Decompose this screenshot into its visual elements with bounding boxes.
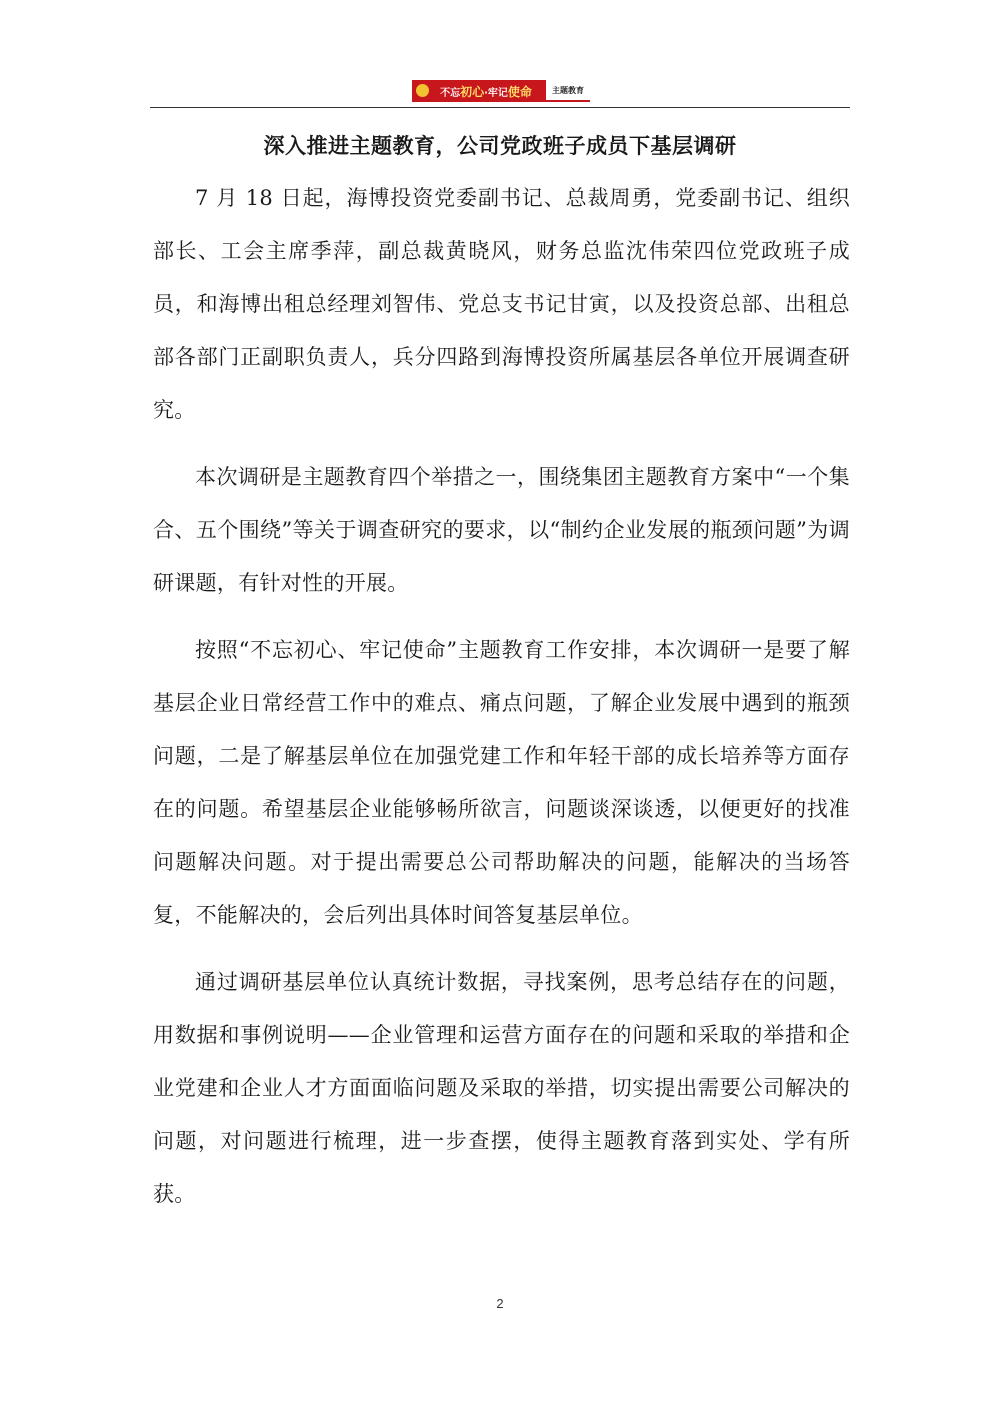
paragraph: 按照“不忘初心、牢记使命”主题教育工作安排，本次调研一是要了解基层企业日常经营工作中的难点、痛点问题，了解企业发展中遇到的瓶颈问题，二是了解基层单位在加强党建工作和年轻干部的成长培养等方面存在的问题。希望基层企业能够畅所欲言，问题谈深谈透，以便更好的找准问题解决问题。对于提出需要总公司帮助解决的问题，能解决的当场答复，不能解决的，会后列出具体时间答复基层单位。: [153, 638, 850, 927]
header-divider: [150, 107, 850, 108]
article-body: [153, 172, 850, 1235]
paragraph: 7 月 18 日起，海博投资党委副书记、总裁周勇，党委副书记、组织部长、工会主席季萍，副总裁黄晓风，财务总监沈伟荣四位党政班子成员，和海博出租总经理刘智伟、党总支书记甘寅，以及投资总部、出租总部各部门正副职负责人，兵分四路到海博投资所属基层各单位开展调查研究。: [153, 186, 850, 422]
party-emblem-icon: [416, 84, 429, 97]
logo-tag: 主题教育: [546, 80, 590, 102]
paragraph: 本次调研是主题教育四个举措之一，围绕集团主题教育方案中“一个集合、五个围绕”等关于调查研究的要求，以“制约企业发展的瓶颈问题”为调研课题，有针对性的开展。: [153, 465, 850, 595]
theme-education-logo: [412, 80, 590, 102]
article-title: 深入推进主题教育，公司党政班子成员下基层调研: [263, 134, 737, 158]
logo-slogan: 不忘初心·牢记使命: [440, 84, 532, 99]
logo-slogan-banner: [412, 80, 546, 102]
paragraph: 通过调研基层单位认真统计数据，寻找案例，思考总结存在的问题，用数据和事例说明——企业管理和运营方面存在的问题和采取的举措和企业党建和企业人才方面面临问题及采取的举措，切实提出需要公司解决的问题，对问题进行梳理，进一步查摆，使得主题教育落到实处、学有所获。: [153, 970, 850, 1206]
page-number: 2: [496, 1296, 504, 1311]
page-header: [150, 78, 850, 108]
